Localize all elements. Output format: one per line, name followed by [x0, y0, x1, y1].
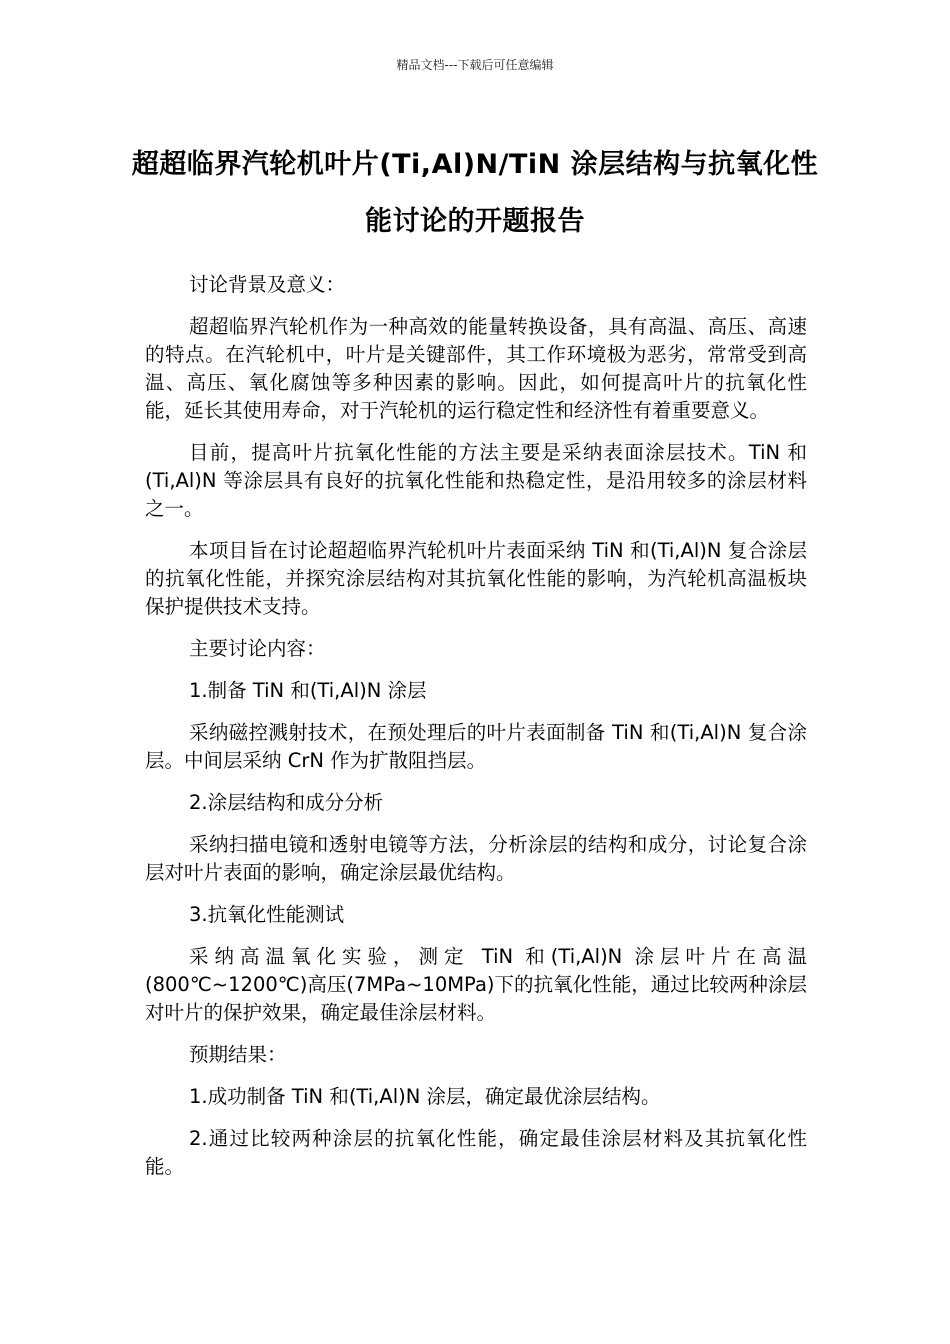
- header-note: 精品文档---下载后可任意编辑: [396, 58, 554, 72]
- paragraph-analysis: 采纳扫描电镜和透射电镜等方法，分析涂层的结构和成分，讨论复合涂层对叶片表面的影响，确定涂层最优结构。: [145, 833, 807, 884]
- section-heading-background: 讨论背景及意义：: [189, 273, 346, 296]
- paragraph-project-aim: 本项目旨在讨论超超临界汽轮机叶片表面采纳 TiN 和(Ti,Al)N 复合涂层的抗氧化性能，并探究涂层结构对其抗氧化性能的影响，为汽轮机高温板块保护提供技术支持。: [145, 539, 807, 618]
- list-item-heading: 2.涂层结构和成分分析: [189, 791, 384, 814]
- section-heading-expected-results: 预期结果：: [189, 1043, 287, 1066]
- list-item-result: 1.成功制备 TiN 和(Ti,Al)N 涂层，确定最优涂层结构。: [189, 1085, 661, 1108]
- list-item-heading: 3.抗氧化性能测试: [189, 903, 345, 926]
- paragraph-background: 超超临界汽轮机作为一种高效的能量转换设备，具有高温、高压、高速的特点。在汽轮机中，叶片是关键部件，其工作环境极为恶劣，常常受到高温、高压、氧化腐蚀等多种因素的影响。因此，如何提高叶片的抗氧化性能，延长其使用寿命，对于汽轮机的运行稳定性和经济性有着重要意义。: [145, 315, 807, 422]
- section-heading-main-content: 主要讨论内容：: [189, 637, 326, 660]
- paragraph-current-methods: 目前，提高叶片抗氧化性能的方法主要是采纳表面涂层技术。TiN 和(Ti,Al)N 等涂层具有良好的抗氧化性能和热稳定性，是沿用较多的涂层材料之一。: [145, 441, 807, 520]
- document-title: 超超临界汽轮机叶片(Ti,Al)N/TiN 涂层结构与抗氧化性能讨论的开题报告: [131, 149, 819, 237]
- list-item-heading: 1.制备 TiN 和(Ti,Al)N 涂层: [189, 679, 427, 702]
- list-item-result: 2.通过比较两种涂层的抗氧化性能，确定最佳涂层材料及其抗氧化性能。: [145, 1127, 807, 1178]
- paragraph-preparation: 采纳磁控溅射技术，在预处理后的叶片表面制备 TiN 和(Ti,Al)N 复合涂层。中间层采纳 CrN 作为扩散阻挡层。: [145, 721, 807, 772]
- paragraph-oxidation-test: 采纳高温氧化实验，测定 TiN 和(Ti,Al)N 涂层叶片在高温(800℃~1200℃)高压(7MPa~10MPa)下的抗氧化性能，通过比较两种涂层对叶片的保护效果，确定最佳涂层材料。: [145, 945, 807, 1024]
- document-body: [145, 271, 807, 1195]
